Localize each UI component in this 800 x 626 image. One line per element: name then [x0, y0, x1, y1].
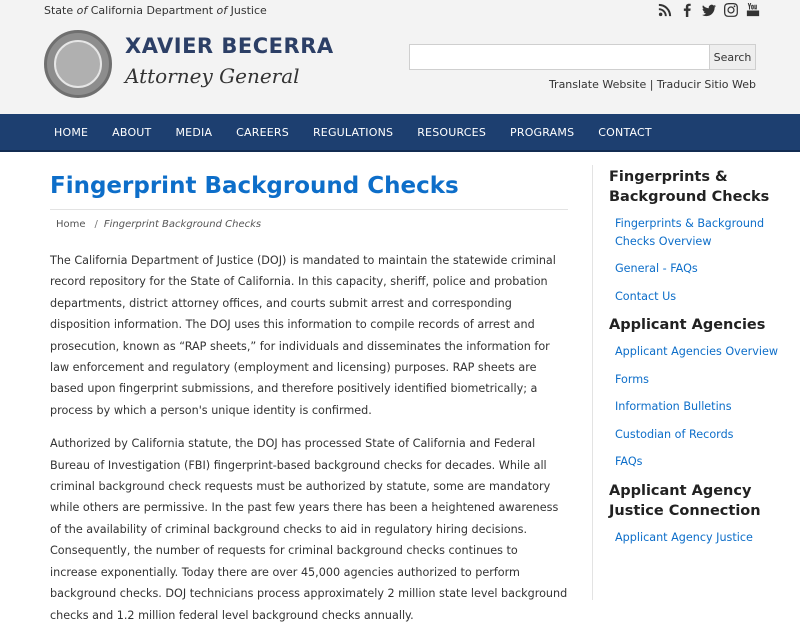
translate-links[interactable]: Translate Website | Traducir Sitio Web — [548, 78, 756, 91]
search-input[interactable] — [409, 44, 710, 70]
page-title: Fingerprint Background Checks — [50, 173, 568, 210]
main-content — [50, 165, 568, 626]
sidebar-section-applicant-agencies — [609, 315, 800, 471]
search-button[interactable]: Search — [710, 44, 756, 70]
rss-icon[interactable] — [658, 3, 672, 17]
nav-home[interactable]: HOME — [54, 125, 89, 139]
intro-paragraph: The California Department of Justice (DOJ) is mandated to maintain the statewide criminal record repository for the State of California. In this capacity, sheriff, police and probation departments, district attorney offices, and courts submit arrest and corresponding disposition information. The DOJ uses this information to compile records of arrest and prosecution, known as “RAP sheets,” for individuals and disseminates the information for law enforcement and regulatory (employment and licensing) purposes. RAP sheets are based upon fingerprint submissions, and therefore positively identified biometrically; a process by which a person's unique identity is confirmed. — [50, 254, 556, 417]
twitter-icon[interactable] — [702, 3, 716, 17]
social-links — [658, 3, 760, 17]
facebook-icon[interactable] — [680, 3, 694, 17]
sidebar-link[interactable]: Fingerprints & Background Checks Overview — [615, 217, 765, 248]
department-line: State of California Department of Justice — [44, 4, 267, 17]
nav-resources[interactable]: RESOURCES — [417, 125, 487, 139]
breadcrumb — [50, 210, 568, 239]
sidebar-heading: Applicant Agency Justice Connection — [609, 482, 761, 519]
sidebar-link[interactable]: Applicant Agency Justice — [615, 530, 753, 544]
sidebar-link[interactable]: Contact Us — [615, 289, 677, 303]
sidebar-link[interactable]: Applicant Agencies Overview — [615, 345, 779, 358]
search-form — [409, 44, 756, 70]
attorney-general-name[interactable]: XAVIER BECERRA — [125, 34, 334, 58]
sidebar-link[interactable]: Information Bulletins — [615, 400, 732, 413]
breadcrumb-separator: / — [94, 219, 98, 230]
sidebar-heading: Applicant Agencies — [609, 317, 766, 333]
attorney-general-title: Attorney General — [125, 64, 300, 88]
sidebar-link[interactable]: FAQs — [615, 455, 643, 468]
nav-careers[interactable]: CAREERS — [236, 125, 289, 139]
sidebar-heading: Fingerprints & Background Checks — [609, 169, 770, 205]
breadcrumb-current: Fingerprint Background Checks — [103, 219, 262, 230]
nav-media[interactable]: MEDIA — [175, 125, 213, 139]
breadcrumb-home[interactable]: Home — [56, 219, 86, 230]
sidebar-link[interactable]: Forms — [615, 372, 650, 386]
nav-contact[interactable]: CONTACT — [598, 125, 652, 139]
main-nav — [0, 114, 800, 152]
youtube-icon[interactable] — [746, 3, 760, 17]
sidebar-section-justice-connection — [609, 481, 800, 547]
statute-paragraph: Authorized by California statute, the DOJ has processed State of California and Federal Bureau of Investigation (FBI) fingerprint-based background checks for decades. While all criminal background check requests must be authorized by statute, some are mandatory while others are permissive. In the past few years there has been a heightened awareness of the availability of criminal background checks to aid in regulatory hiring decisions. Consequently, the number of requests for criminal background checks continues to increase exponentially. Today there are over 45,000 agencies authorized to perform background checks. DOJ technicians process approximately 2 million state level background checks and 1.2 million federal level background checks annually. — [50, 437, 568, 622]
nav-about[interactable]: ABOUT — [112, 125, 152, 139]
nav-programs[interactable]: PROGRAMS — [510, 125, 575, 139]
sidebar-link[interactable]: Custodian of Records — [615, 427, 734, 441]
sidebar-section-fingerprints — [609, 167, 800, 305]
sidebar — [592, 165, 800, 600]
nav-regulations[interactable]: REGULATIONS — [312, 125, 394, 139]
sidebar-link[interactable]: General - FAQs — [615, 262, 698, 275]
seal-logo[interactable] — [44, 30, 112, 98]
instagram-icon[interactable] — [724, 3, 738, 17]
header — [0, 0, 800, 114]
